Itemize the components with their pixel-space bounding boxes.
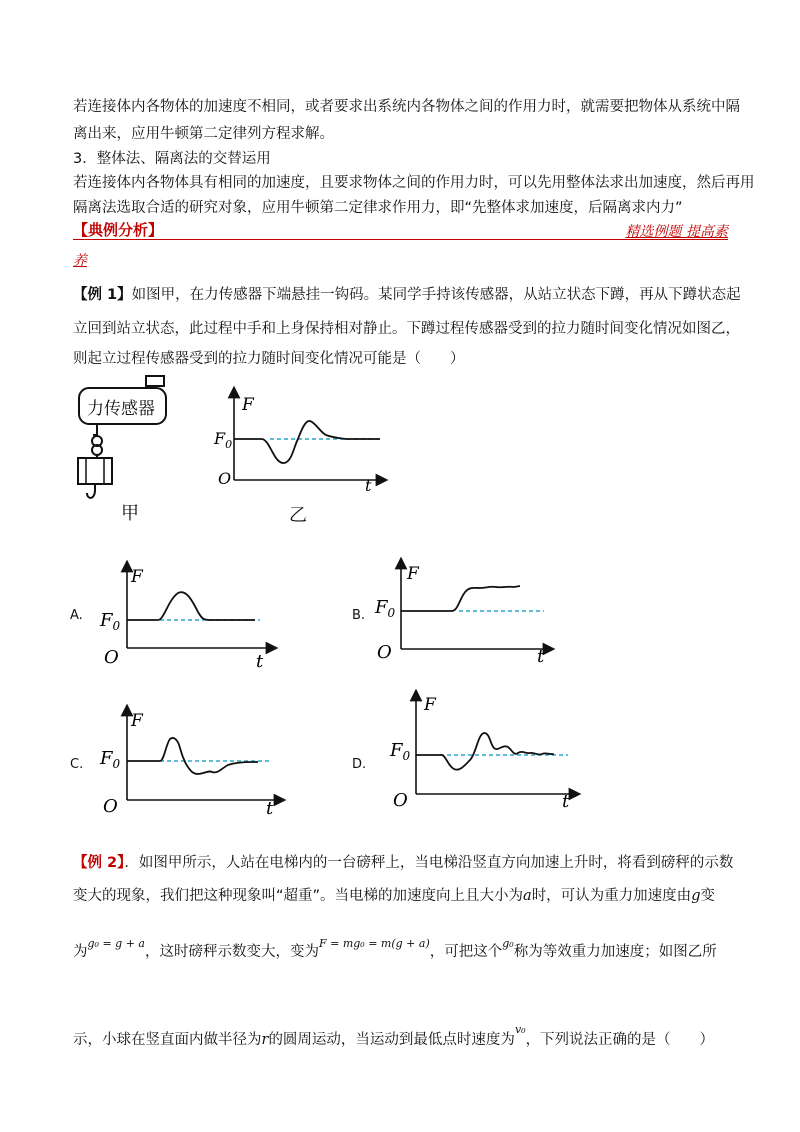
example2-line <box>73 1023 715 1049</box>
example2-text: 时，可认为重力加速度由 <box>531 888 692 904</box>
paragraph-line: 离出来，应用牛顿第二定律列方程求解。 <box>73 126 334 142</box>
axis-f-label: F <box>407 564 419 584</box>
option-d-label[interactable]: D. <box>352 757 367 772</box>
option-d-graph <box>390 690 580 810</box>
section-title: 【典例分析】 <box>73 221 164 239</box>
example2-tag: 【例 2】 <box>73 855 125 871</box>
math-a: a <box>523 888 532 904</box>
axis-t-label: t <box>562 791 570 812</box>
sensor-label: 力传感器 <box>87 399 155 419</box>
section-header <box>73 219 728 240</box>
example1-line: 立回到站立状态，此过程中手和上身保持相对静止。下蹲过程传感器受到的拉力随时间变化情况如图乙， <box>73 321 740 337</box>
math-g: g <box>691 888 701 904</box>
axis-f-label: F <box>131 711 143 731</box>
paragraph-line: 若连接体内各物体的加速度不相同，或者要求出系统内各物体之间的作用力时，就需要把物体从系统中隔 <box>73 99 740 115</box>
axis-f-label: F <box>242 395 254 415</box>
example2-text: ，可把这个 <box>429 944 503 960</box>
axis-t-label: t <box>537 646 545 667</box>
f0-label: $F_0$ <box>375 597 396 620</box>
example2-line <box>73 884 715 905</box>
origin-label: O <box>103 796 118 817</box>
math-g0: g₀ <box>502 937 514 950</box>
axis-t-label: t <box>365 476 372 495</box>
figure-yi-graph <box>210 380 390 520</box>
subheading: 3．整体法、隔离法的交替运用 <box>73 151 271 167</box>
option-a-label[interactable]: A. <box>70 608 83 623</box>
example2-text: 变 <box>700 888 715 904</box>
figure-jia-label: 甲 <box>121 503 139 524</box>
example2-text: ，下列说法正确的是（ ） <box>525 1032 715 1048</box>
option-b-label[interactable]: B. <box>352 608 366 623</box>
example1-tag: 【例 1】 <box>73 287 132 303</box>
equation-g0: g₀ = g + a <box>87 937 145 950</box>
equation-force: F = mg₀ = m(g + a) <box>318 937 430 950</box>
math-r: r <box>261 1032 269 1048</box>
example2-text: 称为等效重力加速度；如图乙所 <box>513 944 717 960</box>
option-b-graph <box>374 555 554 670</box>
option-c-label[interactable]: C. <box>70 757 84 772</box>
math-v0: v₀ <box>514 1023 526 1036</box>
f0-label: $F_0$ <box>100 748 121 771</box>
axis-t-label: t <box>266 798 274 819</box>
example2-text: 的圆周运动，当运动到最低点时速度为 <box>268 1032 515 1048</box>
example2-text: 为 <box>73 944 88 960</box>
example1-line <box>73 283 741 304</box>
origin-label: O <box>104 647 119 668</box>
option-a-graph <box>100 560 280 675</box>
example2-text: ，这时磅秤示数变大，变为 <box>144 944 319 960</box>
origin-label: O <box>393 790 408 811</box>
f0-label: $F_0$ <box>100 610 121 633</box>
example2-line <box>73 937 717 961</box>
example2-text: 变大的现象，我们把这种现象叫“超重”。当电梯的加速度向上且大小为 <box>73 888 524 904</box>
axis-f-label: F <box>424 695 436 715</box>
paragraph-line: 若连接体内各物体具有相同的加速度，且要求物体之间的作用力时，可以先用整体法求出加速度，然后再用 <box>73 175 755 191</box>
example1-text: 如图甲，在力传感器下端悬挂一钩码。某同学手持该传感器，从站立状态下蹲，再从下蹲状态起 <box>131 287 741 303</box>
paragraph-line: 隔离法选取合适的研究对象，应用牛顿第二定律求作用力，即“先整体求加速度，后隔离求内力” <box>73 200 683 216</box>
example2-text: ．如图甲所示，人站在电梯内的一台磅秤上，当电梯沿竖直方向加速上升时，将看到磅秤的示数 <box>124 855 734 871</box>
option-c-graph <box>100 702 285 817</box>
section-tagline: 精选例题 提高素 <box>625 224 728 240</box>
example2-text: 示，小球在竖直面内做半径为 <box>73 1032 262 1048</box>
example2-line <box>73 851 733 872</box>
axis-f-label: F <box>131 567 143 587</box>
origin-label: O <box>377 642 392 663</box>
axis-t-label: t <box>256 651 264 672</box>
example1-line: 则起立过程传感器受到的拉力随时间变化情况可能是（ ） <box>73 351 465 367</box>
figure-yi-label: 乙 <box>289 505 307 526</box>
section-tagline-cont: 养 <box>73 253 87 269</box>
origin-label: O <box>218 469 232 488</box>
f0-label: $F_0$ <box>214 429 233 451</box>
f0-label: $F_0$ <box>390 740 411 763</box>
